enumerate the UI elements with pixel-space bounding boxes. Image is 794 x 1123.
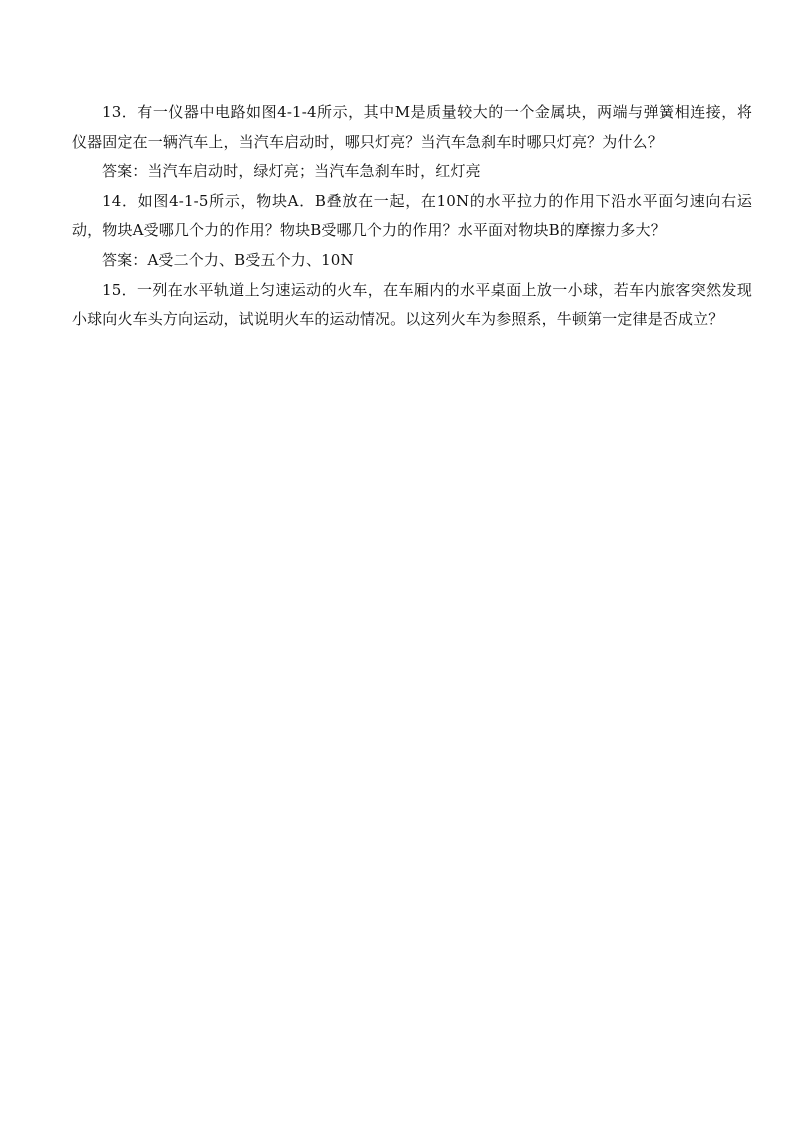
question-14: 14．如图4-1-5所示，物块A．B叠放在一起，在10N的水平拉力的作用下沿水平面匀速向右运动，物块A受哪几个力的作用？物块B受哪几个力的作用？水平面对物块B的摩擦力多大？	[72, 191, 752, 240]
answer-13: 答案：当汽车启动时，绿灯亮；当汽车急刹车时，红灯亮	[102, 162, 481, 181]
document-body	[72, 98, 752, 335]
question-15: 15．一列在水平轨道上匀速运动的火车，在车厢内的水平桌面上放一小球，若车内旅客突然发现小球向火车头方向运动，试说明火车的运动情况。以这列火车为参照系，牛顿第一定律是否成立？	[72, 280, 752, 329]
question-13: 13．有一仪器中电路如图4-1-4所示，其中M是质量较大的一个金属块，两端与弹簧相连接，将仪器固定在一辆汽车上，当汽车启动时，哪只灯亮？当汽车急刹车时哪只灯亮？为什么？	[72, 103, 752, 151]
answer-14: 答案：A受二个力、B受五个力、10N	[102, 250, 354, 269]
